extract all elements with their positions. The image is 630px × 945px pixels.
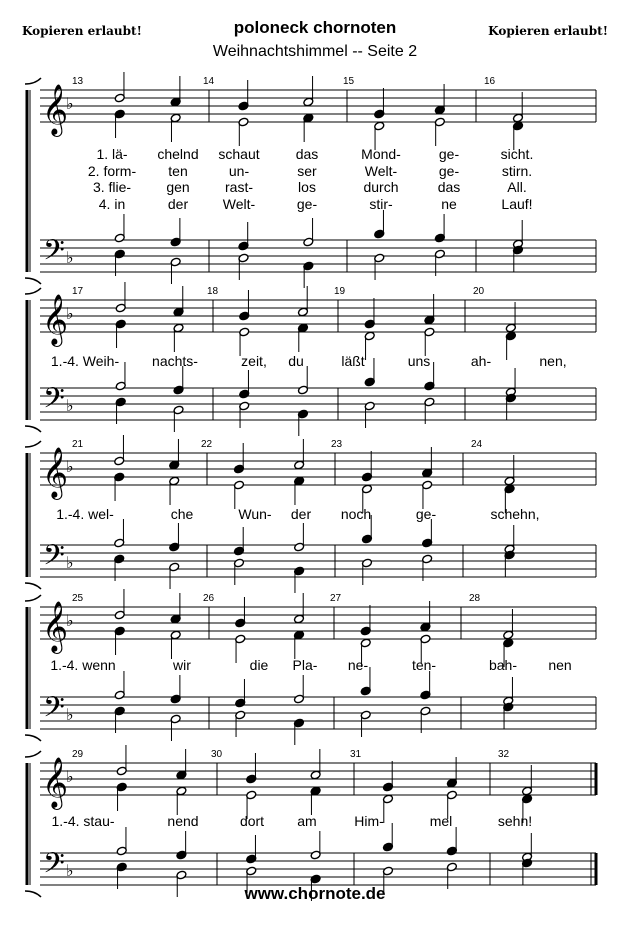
note [238,253,249,280]
note [173,366,184,395]
note [303,76,314,107]
note [293,593,304,624]
key-signature-flat: ♭ [66,94,74,113]
note [303,218,314,247]
note [114,671,125,700]
bracket-hook-top [25,288,41,294]
note [294,523,305,552]
measure-number: 26 [203,593,215,604]
note [238,80,249,111]
note [114,435,125,466]
note [169,562,180,589]
lyric-syllable: nen [548,657,572,673]
system-1 [25,76,596,284]
note [246,835,257,864]
bass-clef: 𝄢 [43,847,65,887]
note [116,745,127,776]
bass-clef: 𝄢 [43,691,65,731]
treble-clef: 𝄞 [42,84,69,135]
note [233,480,244,509]
note [364,358,375,387]
note [239,290,250,321]
note [504,550,515,577]
note [303,261,314,288]
note [382,794,393,823]
measure-number: 30 [211,749,223,760]
measure-number: 19 [334,286,346,297]
measure-number: 32 [498,749,510,760]
note [303,113,314,142]
note [169,439,180,470]
lyric-syllable: ge- [296,196,318,212]
lyric-syllable: mel [429,813,453,829]
note [235,679,246,708]
note [233,443,244,474]
measure-number: 13 [72,76,84,87]
note [434,84,445,115]
note [434,214,445,243]
measure-number: 20 [473,286,485,297]
lyric-syllable: die [249,657,269,673]
note [505,393,516,420]
lyric-syllable: 1.-4. Weih- [50,353,120,369]
lyric-syllable: sehn! [497,813,533,829]
key-signature-flat: ♭ [66,705,74,724]
lyric-syllable: der [167,196,189,212]
lyric-syllable: bah- [488,657,518,673]
lyric-syllable: 1.-4. wel- [56,506,114,522]
lyric-syllable: stir- [369,196,393,212]
note [374,253,385,280]
lyric-syllable: nen, [539,353,567,369]
measure-number: 23 [331,439,343,450]
note [503,702,514,729]
note [512,92,523,123]
lyric-syllable: schehn, [490,506,540,522]
lyric-syllable: zeit, [241,353,267,369]
note [361,451,372,482]
note [114,214,125,243]
note [503,609,514,640]
lyric-syllable: Welt- [222,196,256,212]
bracket-hook-top [25,751,41,757]
bracket-hook-bottom [25,735,41,741]
note [170,218,181,247]
copy-notice-right: Kopieren erlaubt! [488,24,608,38]
note [446,827,457,856]
lyric-syllable: che [170,506,194,522]
lyric-syllable: nachts- [152,353,198,369]
lyric-syllable: Welt- [364,163,398,179]
key-signature-flat: ♭ [66,861,74,880]
lyric-syllable: Him- [354,813,384,829]
note [235,597,246,628]
lyric-syllable: 1.-4. wenn [50,657,116,673]
note [176,749,187,780]
note [235,710,246,737]
measure-number: 28 [469,593,481,604]
note [503,677,514,706]
lyric-syllable: du [288,353,304,369]
note [239,370,250,399]
note [170,630,181,659]
note [297,286,308,317]
lyric-syllable: 1. lä- [96,146,128,162]
lyric-syllable: un- [228,163,250,179]
lyric-syllable: 1.-4. stau- [51,813,115,829]
note [522,833,533,862]
note [173,286,184,317]
note [176,831,187,860]
measure-number: 25 [72,593,84,604]
lyric-syllable: ten [168,163,188,179]
note [505,368,516,397]
lyric-syllable: stirn. [501,163,533,179]
lyric-syllable: uns [407,353,431,369]
note [297,323,308,352]
note [374,88,385,119]
note [116,782,127,811]
note [374,210,385,239]
note [382,823,393,852]
lyric-syllable: durch [363,179,399,195]
measure-number: 18 [207,286,219,297]
measure-number: 27 [330,593,342,604]
note [364,401,375,428]
note [310,831,321,860]
bass-clef: 𝄢 [43,234,65,274]
key-signature-flat: ♭ [66,767,74,786]
note [114,109,125,138]
note [170,593,181,624]
lyric-syllable: läßt [341,353,365,369]
lyric-syllable: 2. form- [87,163,137,179]
key-signature-flat: ♭ [66,553,74,572]
lyric-syllable: nend [167,813,199,829]
bracket-hook-top [25,595,41,601]
note [293,718,304,745]
bracket-hook-bottom [25,583,41,589]
key-signature-flat: ♭ [66,248,74,267]
lyric-syllable: Mond- [361,146,401,162]
note [293,630,304,659]
bass-clef: 𝄢 [43,539,65,579]
key-signature-flat: ♭ [66,304,74,323]
lyric-syllable: rast- [225,179,253,195]
lyric-syllable: Wun- [238,506,272,522]
lyric-syllable: ah- [470,353,492,369]
lyric-syllable: ge- [438,146,460,162]
note [239,327,250,356]
note [114,472,125,501]
footer-url: www.chornote.de [244,884,386,903]
lyric-syllable: los [298,179,316,195]
note [170,675,181,704]
note [505,302,516,333]
note [364,331,375,360]
key-signature-flat: ♭ [66,457,74,476]
note [422,447,433,478]
lyric-syllable: ten- [411,657,437,673]
lyric-syllable: ge- [415,506,437,522]
note [293,675,304,704]
note [504,455,515,486]
lyric-syllable: noch [340,506,372,522]
bracket-hook-bottom [25,426,41,432]
note [238,222,249,251]
publisher-title: poloneck chornoten [233,18,397,37]
treble-clef: 𝄞 [42,294,69,345]
note [297,409,308,436]
note [114,519,125,548]
lyric-syllable: 4. in [98,196,126,212]
note [173,405,184,432]
note [522,858,533,885]
note [424,294,435,325]
lyric-syllable: gen [166,179,190,195]
lyric-syllable: am [297,813,317,829]
page-subtitle: Weihnachtshimmel -- Seite 2 [212,43,418,60]
lyric-syllable: das [437,179,461,195]
note [360,710,371,737]
measure-number: 29 [72,749,84,760]
note [294,476,305,505]
note [424,327,435,356]
key-signature-flat: ♭ [66,611,74,630]
note [115,319,126,348]
measure-number: 21 [72,439,84,450]
note [420,601,431,632]
lyric-syllable: ne [441,196,457,212]
lyric-syllable: ser [297,163,317,179]
note [114,626,125,655]
lyric-syllable: sicht. [500,146,534,162]
note [522,765,533,796]
note [504,525,515,554]
note [422,480,433,509]
lyric-syllable: der [290,506,312,522]
note [170,714,181,741]
measure-number: 22 [201,439,213,450]
lyric-syllable: dort [239,813,265,829]
bracket-hook-top [25,441,41,447]
copy-notice-left: Kopieren erlaubt! [22,24,142,38]
lyric-syllable: chelnd [157,146,199,162]
note [115,282,126,313]
note [505,331,516,360]
bracket-hook-top [25,78,41,84]
measure-number: 15 [343,76,355,87]
treble-clef: 𝄞 [42,757,69,808]
note [420,671,431,700]
bracket-hook-bottom [25,278,41,284]
measure-number: 17 [72,286,84,297]
note [310,749,321,780]
treble-clef: 𝄞 [42,601,69,652]
lyric-syllable: ge- [438,163,460,179]
note [446,757,457,788]
lyric-syllable: All. [507,179,527,195]
note [360,605,371,636]
bass-clef: 𝄢 [43,382,65,422]
lyric-syllable: Lauf! [501,196,533,212]
note [294,439,305,470]
note [246,753,257,784]
note [114,72,125,103]
note [382,761,393,792]
note [310,786,321,815]
lyric-syllable: das [295,146,319,162]
note [422,519,433,548]
note [239,401,250,428]
measure-number: 31 [350,749,362,760]
note [233,527,244,556]
note [170,257,181,284]
note [434,117,445,146]
lyric-syllable: 3. flie- [92,179,132,195]
lyric-syllable: Pla- [292,657,318,673]
note [116,827,127,856]
lyric-syllable: schaut [218,146,260,162]
note [169,523,180,552]
note [512,220,523,249]
note [169,476,180,505]
note [238,117,249,146]
measure-number: 14 [203,76,215,87]
note [170,113,181,142]
note [294,566,305,593]
note [233,558,244,585]
note [297,366,308,395]
measure-number: 16 [484,76,496,87]
note [114,589,125,620]
measure-number: 24 [471,439,483,450]
note [176,786,187,815]
note [364,298,375,329]
note [170,76,181,107]
key-signature-flat: ♭ [66,396,74,415]
treble-clef: 𝄞 [42,447,69,498]
note [173,323,184,352]
lyric-syllable: ne- [347,657,369,673]
note [235,634,246,663]
note [512,245,523,272]
lyric-syllable: wir [173,657,191,673]
note [361,558,372,585]
